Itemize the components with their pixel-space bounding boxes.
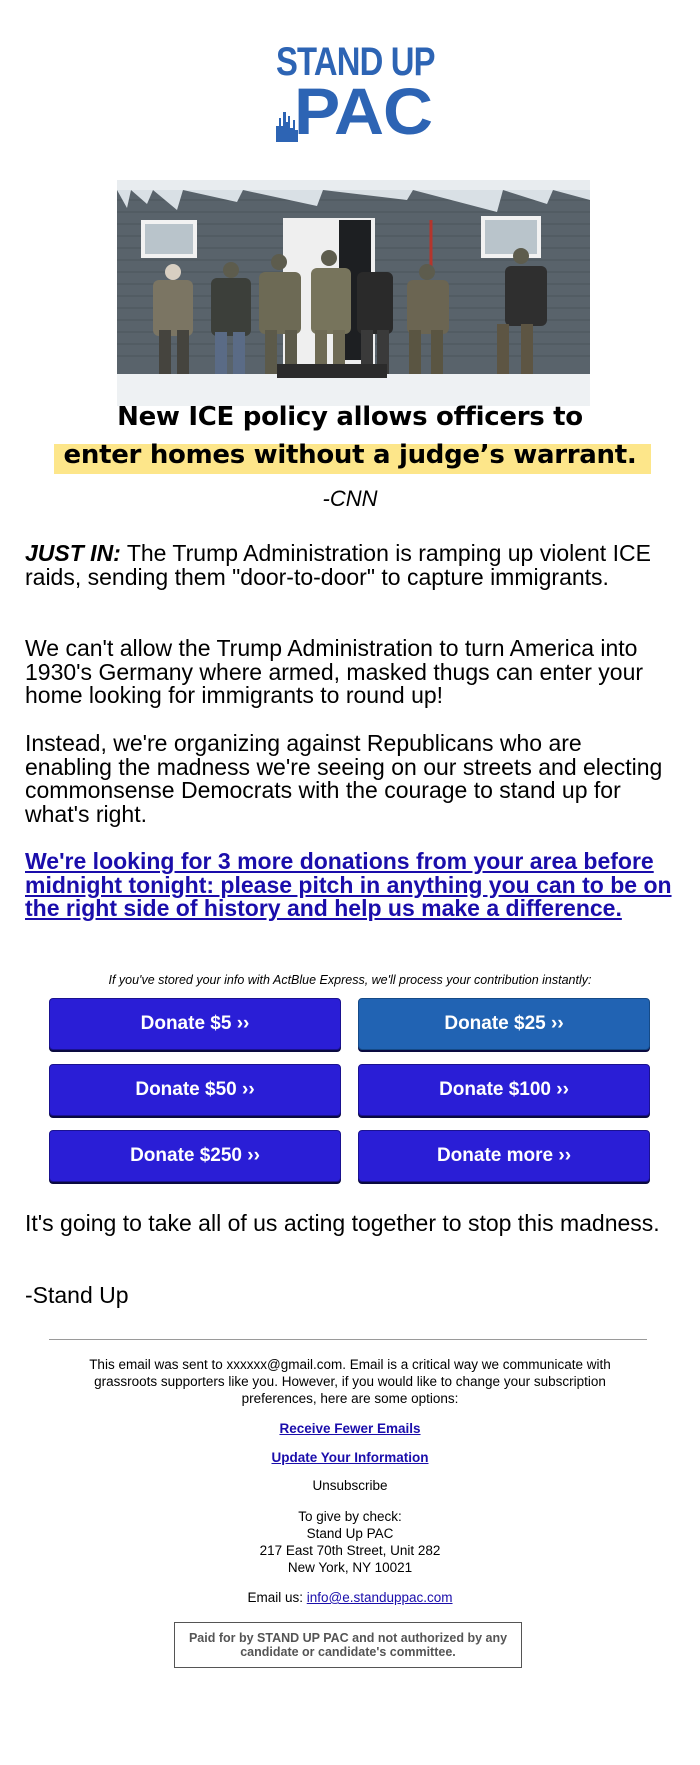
donate-100-button[interactable]: Donate $100 ›› — [358, 1064, 650, 1116]
donation-cta-link[interactable]: We're looking for 3 more donations from your area before midnight tonight: please pitch in anything you can to be on the right side of history and help us make a difference. — [25, 848, 672, 921]
footer-divider — [49, 1339, 647, 1340]
paragraph-just-in — [25, 542, 675, 589]
email-us-link[interactable]: info@e.standuppac.com — [306, 1590, 453, 1605]
check-address — [0, 1508, 700, 1576]
headline-line2: enter homes without a judge’s warrant. — [63, 440, 637, 470]
closing-text: It's going to take all of us acting together to stop this madness. — [25, 1210, 660, 1236]
ice-raid-photo[interactable] — [117, 180, 590, 406]
just-in-label: JUST IN: — [25, 540, 121, 566]
stand-up-pac-logo — [272, 40, 435, 148]
receive-fewer-emails-link[interactable]: Receive Fewer Emails — [279, 1421, 421, 1436]
donate-more-button[interactable]: Donate more ›› — [358, 1130, 650, 1182]
donate-25-button[interactable]: Donate $25 ›› — [358, 998, 650, 1050]
check-line-4: New York, NY 10021 — [287, 1560, 413, 1575]
paid-for-disclaimer: Paid for by STAND UP PAC and not authorized by any candidate or candidate's committee. — [174, 1622, 522, 1668]
actblue-note: If you've stored your info with ActBlue Express, we'll process your contribution instantly: — [108, 973, 592, 987]
headline-source: -CNN — [322, 486, 378, 511]
update-information-link[interactable]: Update Your Information — [271, 1450, 429, 1465]
email-us — [0, 1590, 700, 1605]
email-us-label: Email us: — [247, 1590, 307, 1605]
check-line-2: Stand Up PAC — [306, 1526, 394, 1541]
logo-line2: PAC — [294, 74, 433, 148]
check-line-3: 217 East 70th Street, Unit 282 — [259, 1543, 441, 1558]
unsubscribe-link[interactable]: Unsubscribe — [312, 1478, 388, 1493]
headline-line1: New ICE policy allows officers to — [117, 402, 583, 432]
donate-250-button[interactable]: Donate $250 ›› — [49, 1130, 341, 1182]
check-line-1: To give by check: — [298, 1509, 402, 1524]
paragraph-germany: We can't allow the Trump Administration to turn America into 1930's Germany where armed, masked thugs can enter your home looking for immigrants to round up! — [25, 635, 644, 708]
logo-line1: STAND UP — [276, 40, 435, 84]
donate-50-button[interactable]: Donate $50 ›› — [49, 1064, 341, 1116]
paragraph-organizing: Instead, we're organizing against Republicans who are enabling the madness we're seeing on our streets and electing commonsense Democrats with the courage to stand up for what's right. — [25, 730, 663, 827]
paragraph-just-in-text: The Trump Administration is ramping up violent ICE raids, sending them "door-to-door" to capture immigrants. — [25, 540, 651, 590]
signoff: -Stand Up — [25, 1282, 129, 1308]
footer-sent-to: This email was sent to xxxxxx@gmail.com. Email is a critical way we communicate with grassroots supporters like you. However, if you would like to change your subscription preferences, here are some options: — [89, 1357, 611, 1406]
donate-5-button[interactable]: Donate $5 ›› — [49, 998, 341, 1050]
